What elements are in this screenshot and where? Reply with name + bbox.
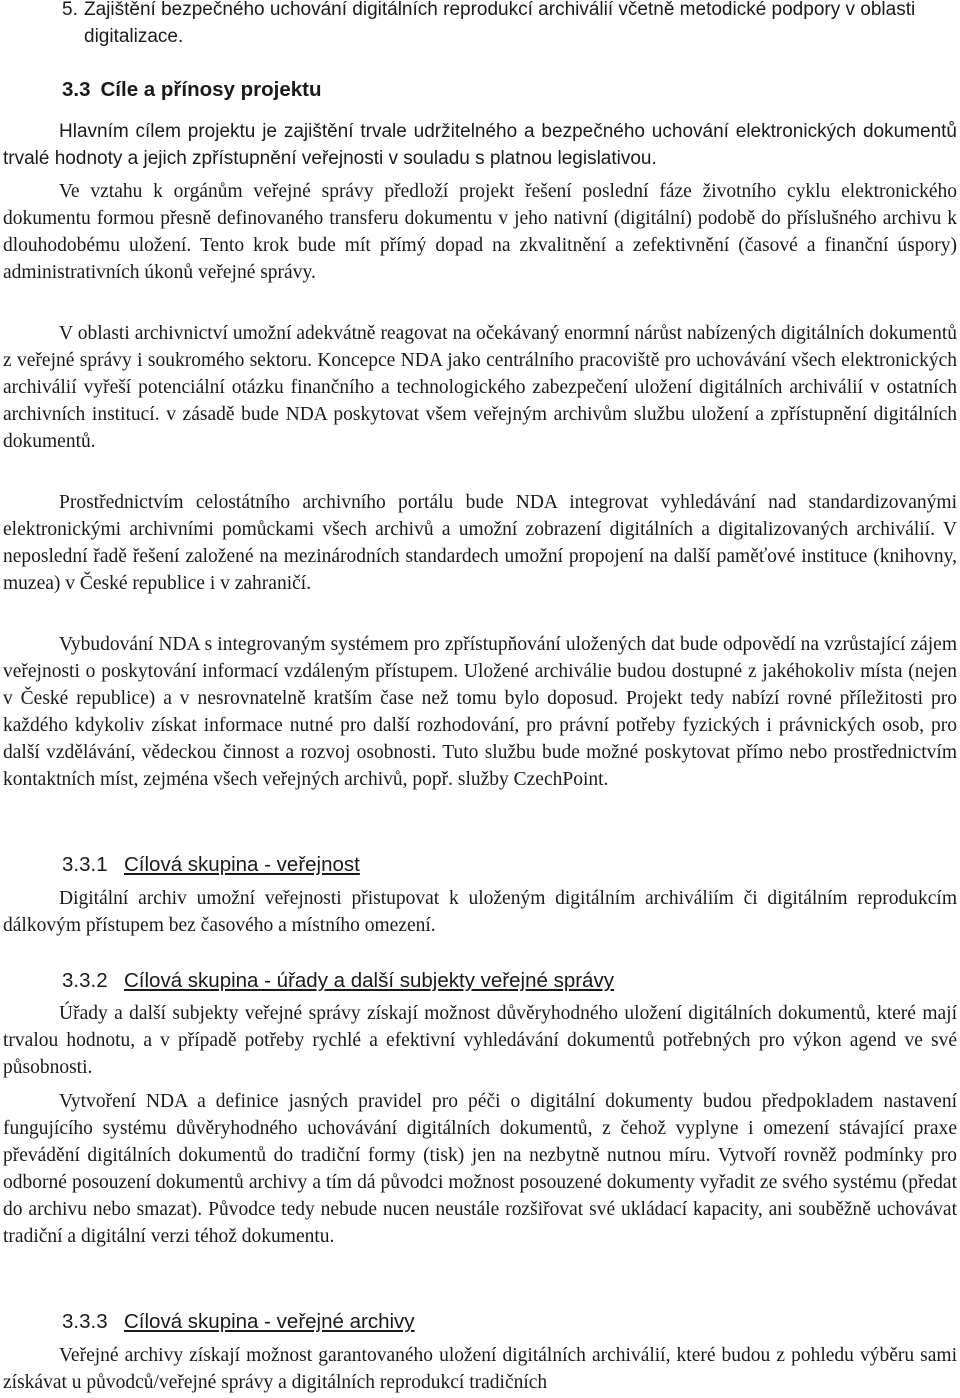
paragraph-public: Digitální archiv umožní veřejnosti přistupovat k uloženým digitálním archiváliím či digitálním reprodukcím dálkovým přístupem bez časového a místního omezení. <box>3 888 957 936</box>
section-number: 3.3 <box>62 78 91 101</box>
section-heading-3-3 <box>62 76 322 104</box>
section-heading-3-3-2 <box>62 967 614 995</box>
paragraph-nda-definition: Vytvoření NDA a definice jasných pravidel pro péči o digitální dokumenty budou předpokladem nastavení fungujícího systému důvěryhodného uchovávání digitálních dokumentů, z čehož vyplyne i omezení stávající praxe převádění digitálních dokumentů do tradiční formy (tisk) jen na nezbytně nutnou míru. Vytvoří rovněž podmínky pro odborné posouzení dokumentů archivy a tím dá původci možnost posouzené dokumenty vyřadit ze svého systému (předat do archivu nebo smazat). Původce tedy nebude nucen neustále rozšiřovat své ukládací kapacity, ani souběžně uchovávat tradiční a digitální verzi téhož dokumentu. <box>3 1091 957 1247</box>
section-title: Cíle a přínosy projektu <box>100 78 322 101</box>
paragraph-offices: Úřady a další subjekty veřejné správy získají možnost důvěryhodného uložení digitálních dokumentů, které mají trvalou hodnotu, a v případě potřeby rychlé a efektivní vyhledávání dokumentů potřebných pro výkon agend ve své působnosti. <box>3 1003 957 1078</box>
section-title: Cílová skupina - veřejnost <box>124 853 360 876</box>
section-number: 3.3.1 <box>62 853 108 876</box>
section-title: Cílová skupina - veřejné archivy <box>124 1310 415 1333</box>
list-item-number: 5. <box>62 0 78 20</box>
paragraph-public-archives: Veřejné archivy získají možnost garantovaného uložení digitálních archiválií, které budou z pohledu výběru sami získávat u původců/veřejné správy a digitálních reprodukcí tradičních <box>3 1345 957 1393</box>
paragraph-portal: Prostřednictvím celostátního archivního portálu bude NDA integrovat vyhledávání nad standardizovanými elektronickými archivními pomůckami všech archivů a umožní zobrazení digitálních a digitalizovaných archiválií. V neposlední řadě řešení založené na mezinárodních standardech umožní propojení na další paměťové instituce (knihovny, muzea) v České republice i v zahraničí. <box>3 492 957 594</box>
paragraph-nda-access: Vybudování NDA s integrovaným systémem pro zpřístupňování uložených dat bude odpovědí na vzrůstající zájem veřejnosti o poskytování informací vzdáleným přístupem. Uložené archiválie budou dostupné z jakéhokoliv místa (nejen v České republice) a v nesrovnatelně kratším čase než tomu bylo doposud. Projekt tedy nabízí rovné příležitosti pro každého kdykoliv získat informace nutné pro další rozhodování, pro právní potřeby fyzických i právnických osob, pro další vzdělávání, vědeckou činnost a rozvoj osobnosti. Tuto službu bude možné poskytovat přímo nebo prostřednictvím kontaktních míst, zejména všech veřejných archivů, popř. služby CzechPoint. <box>3 634 957 790</box>
section-number: 3.3.2 <box>62 969 108 992</box>
paragraph-public-administration: Ve vztahu k orgánům veřejné správy předloží projekt řešení poslední fáze životního cyklu elektronického dokumentu formou přesně definovaného transferu dokumentu v jeho nativní (digitální) podobě do příslušného archivu k dlouhodobému uložení. Tento krok bude mít přímý dopad na zkvalitnění a zefektivnění (časové a finanční úspory) administrativních úkonů veřejné správy. <box>3 181 957 283</box>
list-item-5 <box>62 0 952 50</box>
list-item-text: Zajištění bezpečného uchování digitálních reprodukcí archiválií včetně metodické podpory v oblasti digitalizace. <box>84 0 916 47</box>
section-heading-3-3-3 <box>62 1308 415 1336</box>
paragraph-goal: Hlavním cílem projektu je zajištění trvale udržitelného a bezpečného uchování elektronických dokumentů trvalé hodnoty a jejich zpřístupnění veřejnosti v souladu s platnou legislativou. <box>3 121 957 169</box>
section-number: 3.3.3 <box>62 1310 108 1333</box>
paragraph-archiving: V oblasti archivnictví umožní adekvátně reagovat na očekávaný enormní nárůst nabízených digitálních dokumentů z veřejné správy i soukromého sektoru. Koncepce NDA jako centrálního pracoviště pro uchovávání všech elektronických archiválií vyřeší potenciální otázku finančního a technologického zabezpečení uložení digitálních archiválií v ostatních archivních institucí. v zásadě bude NDA poskytovat všem veřejným archivům službu uložení a zpřístupnění digitálních dokumentů. <box>3 323 957 452</box>
section-title: Cílová skupina - úřady a další subjekty veřejné správy <box>124 969 614 992</box>
section-heading-3-3-1 <box>62 851 360 879</box>
